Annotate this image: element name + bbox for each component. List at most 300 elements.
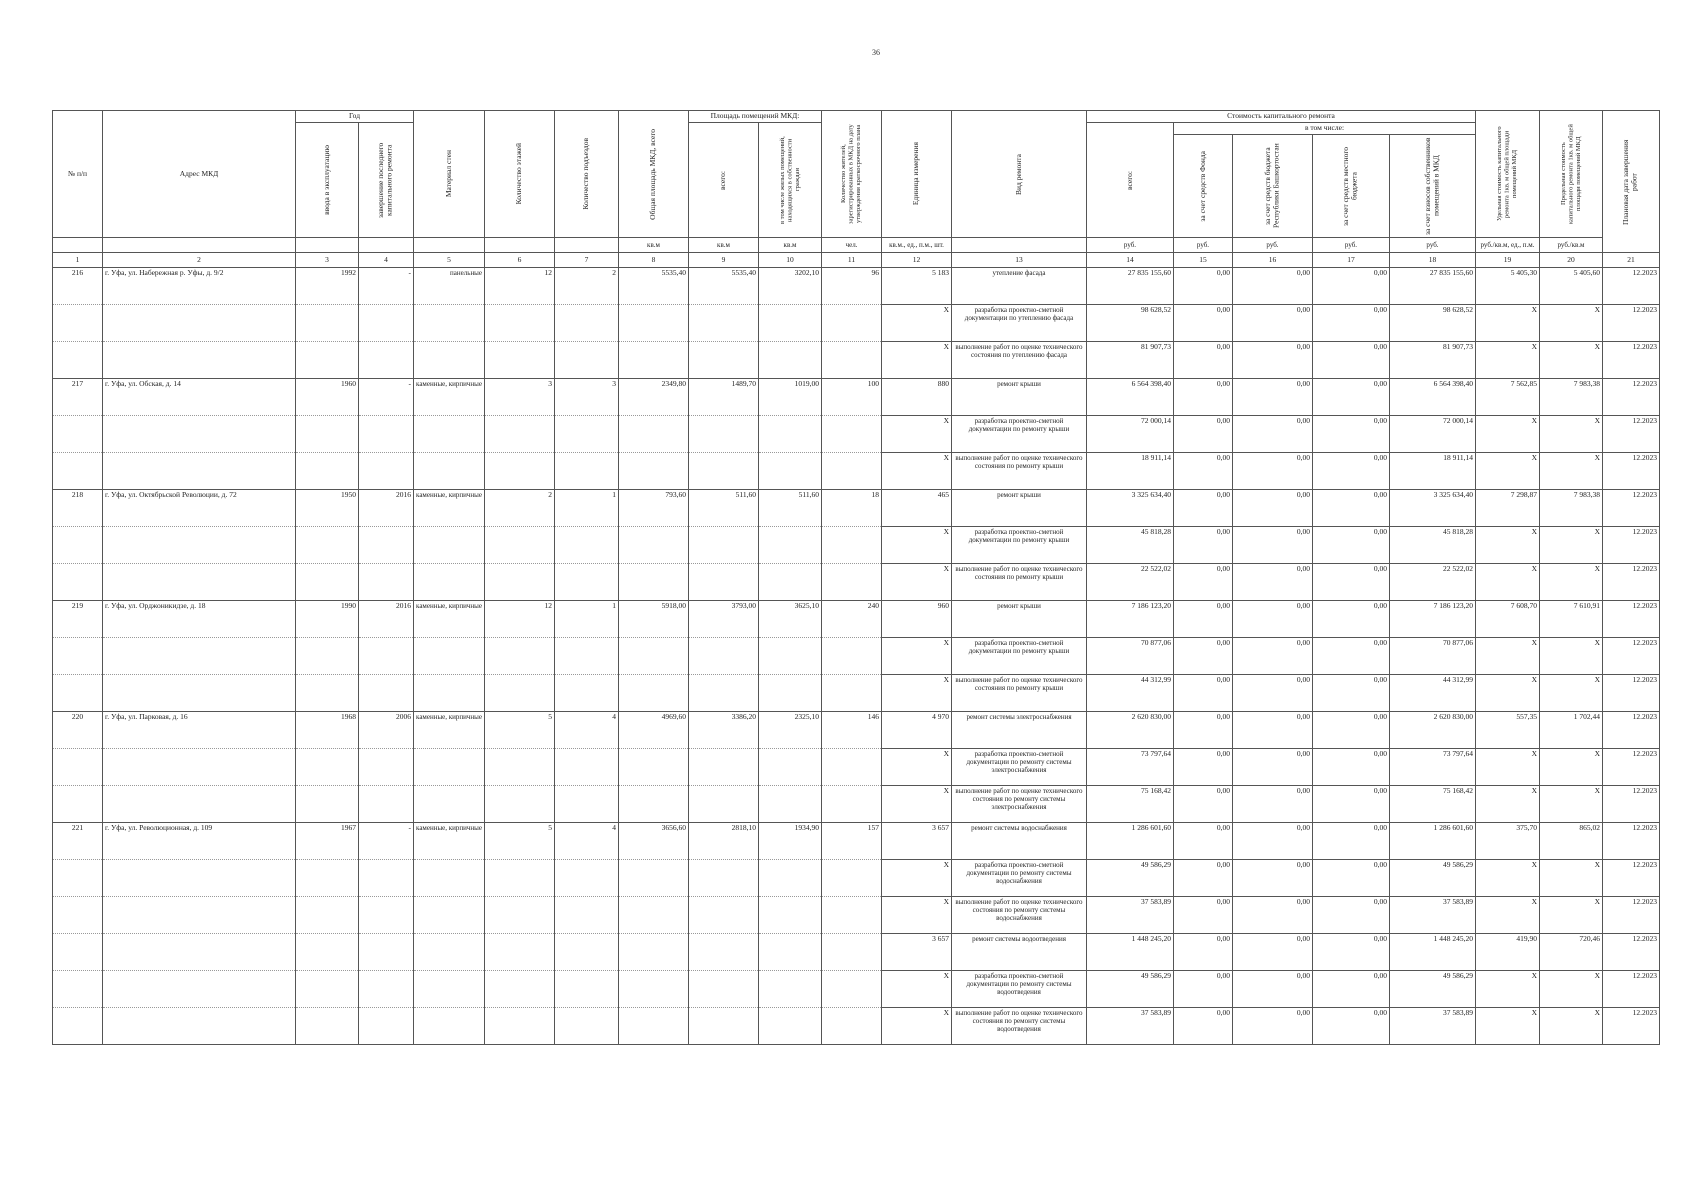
cost-republic: 0,00 bbox=[1233, 268, 1313, 305]
limit-cost: 865,02 bbox=[1540, 823, 1603, 860]
column-index-cell: 13 bbox=[952, 253, 1087, 268]
year-last-repair bbox=[359, 416, 414, 453]
year-last-repair bbox=[359, 527, 414, 564]
limit-cost: X bbox=[1540, 453, 1603, 490]
cost-local: 0,00 bbox=[1313, 897, 1390, 934]
building-num: 220 bbox=[53, 712, 103, 749]
cost-fund: 0,00 bbox=[1174, 268, 1233, 305]
building-address bbox=[103, 305, 296, 342]
work-unit: X bbox=[882, 564, 952, 601]
work-unit: X bbox=[882, 786, 952, 823]
cost-fund: 0,00 bbox=[1174, 675, 1233, 712]
cost-fund: 0,00 bbox=[1174, 749, 1233, 786]
unit-cost: X bbox=[1476, 971, 1540, 1008]
residents-count bbox=[822, 1008, 882, 1045]
entrances-count bbox=[555, 416, 619, 453]
area-all: 511,60 bbox=[689, 490, 759, 527]
unit-cost: X bbox=[1476, 305, 1540, 342]
area-all bbox=[689, 897, 759, 934]
cost-fund: 0,00 bbox=[1174, 860, 1233, 897]
hdr-repair-type bbox=[952, 111, 1087, 238]
unit-cost: X bbox=[1476, 342, 1540, 379]
cost-fund: 0,00 bbox=[1174, 897, 1233, 934]
limit-cost: X bbox=[1540, 305, 1603, 342]
residents-count: 240 bbox=[822, 601, 882, 638]
year-last-repair bbox=[359, 342, 414, 379]
cost-total: 98 628,52 bbox=[1087, 305, 1174, 342]
table-row bbox=[53, 379, 1660, 416]
floors-count bbox=[485, 786, 555, 823]
hdr-cost-total bbox=[1087, 123, 1174, 238]
year-commission bbox=[296, 564, 359, 601]
unit-cost: X bbox=[1476, 675, 1540, 712]
cost-total: 7 186 123,20 bbox=[1087, 601, 1174, 638]
hdr-year-commission bbox=[296, 123, 359, 238]
year-last-repair bbox=[359, 564, 414, 601]
area-living bbox=[759, 305, 822, 342]
residents-count bbox=[822, 305, 882, 342]
table-row bbox=[53, 305, 1660, 342]
unit-cost: X bbox=[1476, 416, 1540, 453]
year-commission: 1967 bbox=[296, 823, 359, 860]
column-index-cell: 21 bbox=[1603, 253, 1660, 268]
year-commission bbox=[296, 786, 359, 823]
unit-cost: X bbox=[1476, 786, 1540, 823]
cost-fund: 0,00 bbox=[1174, 1008, 1233, 1045]
limit-cost: 1 702,44 bbox=[1540, 712, 1603, 749]
floors-count bbox=[485, 416, 555, 453]
limit-cost: X bbox=[1540, 416, 1603, 453]
work-unit: X bbox=[882, 453, 952, 490]
work-unit: 960 bbox=[882, 601, 952, 638]
residents-count bbox=[822, 638, 882, 675]
deadline-date: 12.2023 bbox=[1603, 675, 1660, 712]
unit-cost: X bbox=[1476, 1008, 1540, 1045]
hdr-unit-cost-text: Удельная стоимость капитального ремонта 1кв. м общей площади помещений МКД bbox=[1496, 126, 1519, 222]
column-index-row bbox=[53, 253, 1660, 268]
limit-cost: X bbox=[1540, 527, 1603, 564]
cost-total: 37 583,89 bbox=[1087, 897, 1174, 934]
floors-count bbox=[485, 749, 555, 786]
limit-cost: X bbox=[1540, 786, 1603, 823]
year-commission bbox=[296, 1008, 359, 1045]
table-row bbox=[53, 675, 1660, 712]
table-row bbox=[53, 490, 1660, 527]
column-index-cell: 9 bbox=[689, 253, 759, 268]
year-last-repair bbox=[359, 971, 414, 1008]
building-num bbox=[53, 305, 103, 342]
building-address bbox=[103, 1008, 296, 1045]
floors-count bbox=[485, 342, 555, 379]
entrances-count bbox=[555, 305, 619, 342]
deadline-date: 12.2023 bbox=[1603, 416, 1660, 453]
cost-total: 18 911,14 bbox=[1087, 453, 1174, 490]
total-area: 4969,60 bbox=[619, 712, 689, 749]
hdr-cost-fund bbox=[1174, 135, 1233, 238]
work-type: выполнение работ по оценке технического состояния по ремонту крыши bbox=[952, 564, 1087, 601]
work-type: разработка проектно-сметной документации по ремонту системы электроснабжения bbox=[952, 749, 1087, 786]
unit-cell: кв.м., ед., п.м., шт. bbox=[882, 238, 952, 253]
hdr-cost-local-text: за счет средств местного бюджета bbox=[1341, 146, 1359, 226]
area-living bbox=[759, 786, 822, 823]
limit-cost: 720,46 bbox=[1540, 934, 1603, 971]
year-commission bbox=[296, 638, 359, 675]
cost-owners: 2 620 830,00 bbox=[1390, 712, 1476, 749]
work-unit: X bbox=[882, 527, 952, 564]
area-living: 3625,10 bbox=[759, 601, 822, 638]
building-address bbox=[103, 527, 296, 564]
residents-count bbox=[822, 934, 882, 971]
cost-republic: 0,00 bbox=[1233, 749, 1313, 786]
column-index-cell: 17 bbox=[1313, 253, 1390, 268]
hdr-total-area-text: Общая площадь МКД, всего bbox=[648, 128, 658, 220]
area-all: 2818,10 bbox=[689, 823, 759, 860]
area-all bbox=[689, 934, 759, 971]
cost-total: 45 818,28 bbox=[1087, 527, 1174, 564]
area-living: 511,60 bbox=[759, 490, 822, 527]
area-living bbox=[759, 1008, 822, 1045]
area-all bbox=[689, 305, 759, 342]
work-type: ремонт системы электроснабжения bbox=[952, 712, 1087, 749]
limit-cost: X bbox=[1540, 342, 1603, 379]
building-address bbox=[103, 638, 296, 675]
hdr-area-group: Площадь помещений МКД: bbox=[689, 111, 822, 123]
floors-count: 12 bbox=[485, 601, 555, 638]
cost-local: 0,00 bbox=[1313, 638, 1390, 675]
hdr-limit-cost-text: Предельная стоимость капитального ремонта 1кв. м общей площади помещений МКД bbox=[1559, 124, 1582, 224]
cost-republic: 0,00 bbox=[1233, 786, 1313, 823]
hdr-entrances-text: Количество подъездов bbox=[581, 138, 591, 210]
hdr-area-total bbox=[689, 123, 759, 238]
cost-local: 0,00 bbox=[1313, 490, 1390, 527]
column-index-cell: 1 bbox=[53, 253, 103, 268]
cost-total: 81 907,73 bbox=[1087, 342, 1174, 379]
unit-cost: 375,70 bbox=[1476, 823, 1540, 860]
table-body bbox=[53, 268, 1660, 1045]
area-all bbox=[689, 971, 759, 1008]
total-area bbox=[619, 416, 689, 453]
unit-cell: чел. bbox=[822, 238, 882, 253]
hdr-num: № п/п bbox=[53, 111, 103, 238]
unit-cost: 7 608,70 bbox=[1476, 601, 1540, 638]
work-type: выполнение работ по оценке технического состояния по ремонту крыши bbox=[952, 453, 1087, 490]
area-all bbox=[689, 564, 759, 601]
cost-owners: 98 628,52 bbox=[1390, 305, 1476, 342]
cost-local: 0,00 bbox=[1313, 453, 1390, 490]
wall-material: каменные, кирпичные bbox=[414, 601, 485, 638]
cost-local: 0,00 bbox=[1313, 342, 1390, 379]
building-address bbox=[103, 897, 296, 934]
repair-plan-table-wrapper bbox=[52, 110, 1660, 1045]
total-area: 5535,40 bbox=[619, 268, 689, 305]
deadline-date: 12.2023 bbox=[1603, 749, 1660, 786]
entrances-count: 1 bbox=[555, 601, 619, 638]
floors-count bbox=[485, 527, 555, 564]
year-commission bbox=[296, 749, 359, 786]
floors-count bbox=[485, 453, 555, 490]
building-num bbox=[53, 1008, 103, 1045]
cost-republic: 0,00 bbox=[1233, 675, 1313, 712]
work-type: выполнение работ по оценке технического состояния по утеплению фасада bbox=[952, 342, 1087, 379]
entrances-count bbox=[555, 564, 619, 601]
hdr-year-last-repair bbox=[359, 123, 414, 238]
column-index-cell: 10 bbox=[759, 253, 822, 268]
cost-local: 0,00 bbox=[1313, 305, 1390, 342]
unit-cost: X bbox=[1476, 453, 1540, 490]
total-area bbox=[619, 860, 689, 897]
work-unit: X bbox=[882, 860, 952, 897]
cost-local: 0,00 bbox=[1313, 379, 1390, 416]
building-num: 219 bbox=[53, 601, 103, 638]
hdr-unit-cost bbox=[1476, 111, 1540, 238]
hdr-year-commission-text: ввода в эксплуатацию bbox=[321, 145, 331, 215]
deadline-date: 12.2023 bbox=[1603, 712, 1660, 749]
unit-cell: руб./кв.м bbox=[1540, 238, 1603, 253]
deadline-date: 12.2023 bbox=[1603, 638, 1660, 675]
floors-count: 5 bbox=[485, 712, 555, 749]
table-row bbox=[53, 342, 1660, 379]
building-num bbox=[53, 342, 103, 379]
area-living bbox=[759, 675, 822, 712]
unit-cost: X bbox=[1476, 860, 1540, 897]
building-address bbox=[103, 564, 296, 601]
cost-owners: 49 586,29 bbox=[1390, 860, 1476, 897]
building-address bbox=[103, 749, 296, 786]
table-row bbox=[53, 453, 1660, 490]
cost-local: 0,00 bbox=[1313, 601, 1390, 638]
floors-count bbox=[485, 860, 555, 897]
cost-owners: 18 911,14 bbox=[1390, 453, 1476, 490]
column-index-cell: 12 bbox=[882, 253, 952, 268]
unit-cost: 5 405,30 bbox=[1476, 268, 1540, 305]
unit-cell: кв.м bbox=[759, 238, 822, 253]
building-address bbox=[103, 786, 296, 823]
building-num bbox=[53, 564, 103, 601]
year-commission bbox=[296, 527, 359, 564]
residents-count bbox=[822, 564, 882, 601]
building-address bbox=[103, 860, 296, 897]
hdr-cost-owners-text: за счет взносов собственников помещений в МКД bbox=[1422, 137, 1441, 235]
cost-local: 0,00 bbox=[1313, 675, 1390, 712]
column-index-cell: 16 bbox=[1233, 253, 1313, 268]
work-unit: 5 183 bbox=[882, 268, 952, 305]
table-row bbox=[53, 416, 1660, 453]
wall-material bbox=[414, 675, 485, 712]
cost-owners: 37 583,89 bbox=[1390, 897, 1476, 934]
cost-republic: 0,00 bbox=[1233, 860, 1313, 897]
wall-material bbox=[414, 342, 485, 379]
deadline-date: 12.2023 bbox=[1603, 379, 1660, 416]
cost-local: 0,00 bbox=[1313, 268, 1390, 305]
year-last-repair bbox=[359, 897, 414, 934]
unit-cost: X bbox=[1476, 527, 1540, 564]
area-all: 3793,00 bbox=[689, 601, 759, 638]
area-all bbox=[689, 527, 759, 564]
unit-cell: руб. bbox=[1233, 238, 1313, 253]
area-living bbox=[759, 453, 822, 490]
residents-count: 157 bbox=[822, 823, 882, 860]
unit-cost: X bbox=[1476, 564, 1540, 601]
limit-cost: X bbox=[1540, 675, 1603, 712]
cost-local: 0,00 bbox=[1313, 712, 1390, 749]
building-address: г. Уфа, ул. Парковая, д. 16 bbox=[103, 712, 296, 749]
hdr-area-total-text: всего: bbox=[718, 170, 728, 190]
year-last-repair bbox=[359, 638, 414, 675]
year-last-repair: 2006 bbox=[359, 712, 414, 749]
hdr-year-group: Год bbox=[296, 111, 414, 123]
column-index-cell: 18 bbox=[1390, 253, 1476, 268]
cost-fund: 0,00 bbox=[1174, 416, 1233, 453]
hdr-floors-text: Количество этажей bbox=[514, 143, 524, 205]
hdr-total-area bbox=[619, 111, 689, 238]
deadline-date: 12.2023 bbox=[1603, 934, 1660, 971]
residents-count bbox=[822, 749, 882, 786]
work-unit: X bbox=[882, 1008, 952, 1045]
cost-republic: 0,00 bbox=[1233, 638, 1313, 675]
unit-cost: 7 298,87 bbox=[1476, 490, 1540, 527]
entrances-count bbox=[555, 638, 619, 675]
column-index-cell: 14 bbox=[1087, 253, 1174, 268]
unit-cell: руб. bbox=[1313, 238, 1390, 253]
building-address: г. Уфа, ул. Октябрьской Революции, д. 72 bbox=[103, 490, 296, 527]
entrances-count bbox=[555, 897, 619, 934]
hdr-entrances bbox=[555, 111, 619, 238]
wall-material bbox=[414, 786, 485, 823]
residents-count bbox=[822, 453, 882, 490]
cost-owners: 72 000,14 bbox=[1390, 416, 1476, 453]
total-area: 793,60 bbox=[619, 490, 689, 527]
work-type: разработка проектно-сметной документации по ремонту крыши bbox=[952, 638, 1087, 675]
building-num bbox=[53, 416, 103, 453]
work-type: разработка проектно-сметной документации по ремонту системы водоотведения bbox=[952, 971, 1087, 1008]
work-type: ремонт крыши bbox=[952, 490, 1087, 527]
cost-owners: 7 186 123,20 bbox=[1390, 601, 1476, 638]
cost-fund: 0,00 bbox=[1174, 601, 1233, 638]
residents-count: 96 bbox=[822, 268, 882, 305]
units-row bbox=[53, 238, 1660, 253]
cost-local: 0,00 bbox=[1313, 786, 1390, 823]
year-commission bbox=[296, 453, 359, 490]
year-commission bbox=[296, 675, 359, 712]
unit-cell: кв.м bbox=[689, 238, 759, 253]
cost-owners: 1 286 601,60 bbox=[1390, 823, 1476, 860]
area-living: 2325,10 bbox=[759, 712, 822, 749]
cost-total: 2 620 830,00 bbox=[1087, 712, 1174, 749]
wall-material bbox=[414, 416, 485, 453]
limit-cost: 7 983,38 bbox=[1540, 490, 1603, 527]
cost-fund: 0,00 bbox=[1174, 638, 1233, 675]
work-unit: X bbox=[882, 638, 952, 675]
wall-material bbox=[414, 527, 485, 564]
entrances-count: 4 bbox=[555, 712, 619, 749]
cost-local: 0,00 bbox=[1313, 823, 1390, 860]
building-address bbox=[103, 342, 296, 379]
cost-owners: 6 564 398,40 bbox=[1390, 379, 1476, 416]
building-num bbox=[53, 749, 103, 786]
floors-count: 12 bbox=[485, 268, 555, 305]
unit-cost: 419,90 bbox=[1476, 934, 1540, 971]
column-index-cell: 3 bbox=[296, 253, 359, 268]
area-all: 3386,20 bbox=[689, 712, 759, 749]
hdr-deadline bbox=[1603, 111, 1660, 253]
work-unit: X bbox=[882, 675, 952, 712]
limit-cost: X bbox=[1540, 971, 1603, 1008]
year-commission bbox=[296, 342, 359, 379]
floors-count bbox=[485, 638, 555, 675]
total-area: 3656,60 bbox=[619, 823, 689, 860]
cost-fund: 0,00 bbox=[1174, 305, 1233, 342]
deadline-date: 12.2023 bbox=[1603, 897, 1660, 934]
area-all bbox=[689, 749, 759, 786]
cost-owners: 37 583,89 bbox=[1390, 1008, 1476, 1045]
column-index-cell: 6 bbox=[485, 253, 555, 268]
cost-republic: 0,00 bbox=[1233, 1008, 1313, 1045]
floors-count bbox=[485, 305, 555, 342]
column-index-cell: 19 bbox=[1476, 253, 1540, 268]
table-row bbox=[53, 564, 1660, 601]
year-commission bbox=[296, 860, 359, 897]
cost-owners: 45 818,28 bbox=[1390, 527, 1476, 564]
wall-material bbox=[414, 638, 485, 675]
total-area bbox=[619, 342, 689, 379]
area-living: 1934,90 bbox=[759, 823, 822, 860]
hdr-unit bbox=[882, 111, 952, 238]
deadline-date: 12.2023 bbox=[1603, 342, 1660, 379]
area-living: 3202,10 bbox=[759, 268, 822, 305]
building-address: г. Уфа, ул. Орджоникидзе, д. 18 bbox=[103, 601, 296, 638]
limit-cost: X bbox=[1540, 638, 1603, 675]
wall-material bbox=[414, 897, 485, 934]
building-address: г. Уфа, ул. Набережная р. Уфы, д. 9/2 bbox=[103, 268, 296, 305]
entrances-count bbox=[555, 934, 619, 971]
cost-local: 0,00 bbox=[1313, 971, 1390, 1008]
deadline-date: 12.2023 bbox=[1603, 860, 1660, 897]
building-address bbox=[103, 934, 296, 971]
table-row bbox=[53, 971, 1660, 1008]
year-last-repair bbox=[359, 305, 414, 342]
cost-owners: 73 797,64 bbox=[1390, 749, 1476, 786]
cost-local: 0,00 bbox=[1313, 416, 1390, 453]
year-last-repair: - bbox=[359, 268, 414, 305]
work-type: разработка проектно-сметной документации по ремонту крыши bbox=[952, 527, 1087, 564]
column-index-cell: 2 bbox=[103, 253, 296, 268]
unit-cost: X bbox=[1476, 897, 1540, 934]
unit-cost: X bbox=[1476, 749, 1540, 786]
cost-total: 27 835 155,60 bbox=[1087, 268, 1174, 305]
column-index-cell: 8 bbox=[619, 253, 689, 268]
area-living bbox=[759, 527, 822, 564]
building-num bbox=[53, 786, 103, 823]
unit-cell: руб. bbox=[1390, 238, 1476, 253]
building-num: 217 bbox=[53, 379, 103, 416]
area-all bbox=[689, 1008, 759, 1045]
building-num bbox=[53, 675, 103, 712]
area-living: 1019,00 bbox=[759, 379, 822, 416]
cost-republic: 0,00 bbox=[1233, 934, 1313, 971]
table-row bbox=[53, 1008, 1660, 1045]
page-number: 36 bbox=[872, 48, 880, 57]
year-commission: 1950 bbox=[296, 490, 359, 527]
year-commission bbox=[296, 934, 359, 971]
area-living bbox=[759, 638, 822, 675]
hdr-cost-local bbox=[1313, 135, 1390, 238]
floors-count: 2 bbox=[485, 490, 555, 527]
cost-owners: 3 325 634,40 bbox=[1390, 490, 1476, 527]
year-last-repair bbox=[359, 786, 414, 823]
cost-republic: 0,00 bbox=[1233, 971, 1313, 1008]
cost-owners: 81 907,73 bbox=[1390, 342, 1476, 379]
wall-material: каменные, кирпичные bbox=[414, 712, 485, 749]
